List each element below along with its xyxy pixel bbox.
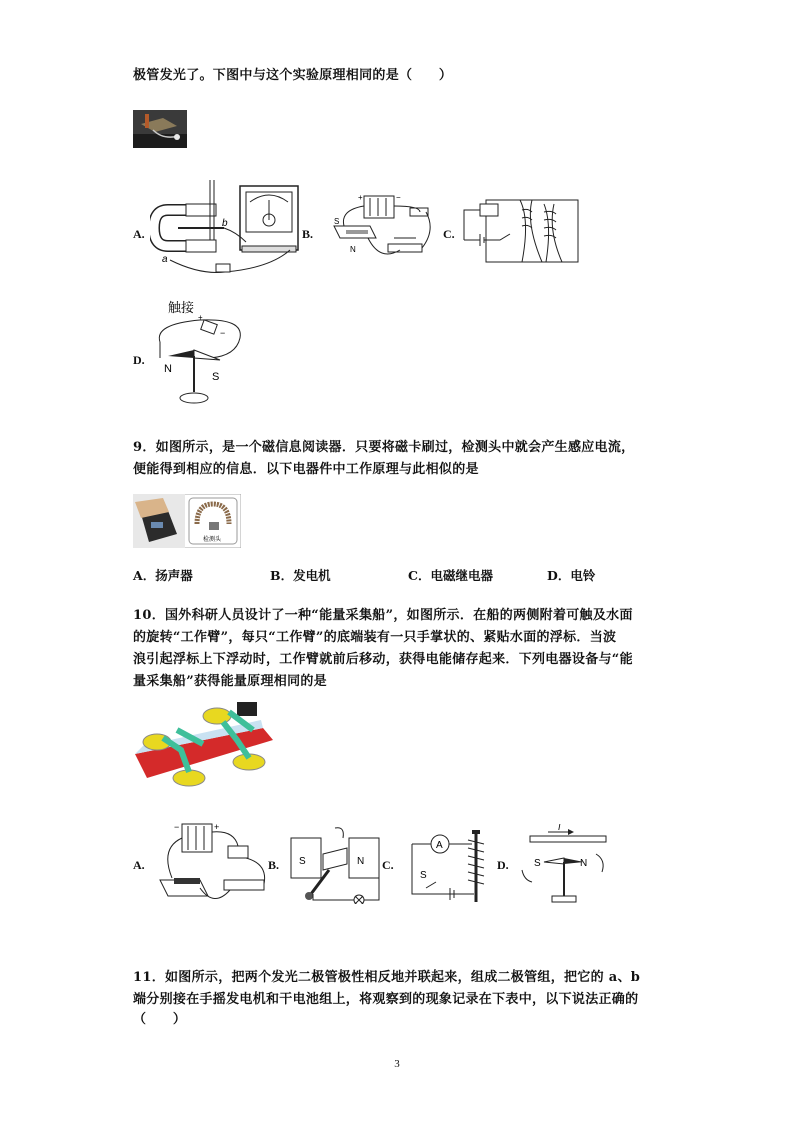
q8-d-touch-label: 触接 — [168, 300, 195, 315]
q10-line-3: 浪引起浮标上下浮动时，工作臂就前后移动，获得电能储存起来．下列电器设备与“能 — [133, 652, 633, 667]
q9-option-c: C．电磁继电器 — [408, 568, 493, 583]
q10-option-d-label: D. — [497, 858, 509, 872]
q10-a-plus: + — [214, 822, 220, 832]
q10-option-b-label: B. — [268, 858, 280, 872]
q9-line-1: 9．如图所示，是一个磁信息阅读器．只要将磁卡刷过，检测头中就会产生感应电流， — [133, 440, 635, 455]
q11-line-2: 端分别接在手摇发电机和干电池组上，将观察到的现象记录在下表中，以下说法正确的 — [133, 992, 639, 1007]
q10-option-c-label: C. — [382, 858, 394, 872]
q8-option-c-figure — [460, 190, 580, 265]
q8-option-a-label: A. — [133, 227, 145, 241]
q8-b-minus: − — [396, 193, 401, 202]
q8-d-n: N — [164, 363, 172, 375]
q8-option-a-figure — [150, 180, 310, 280]
q10-d-n: N — [580, 858, 588, 869]
q9-line-2: 便能得到相应的信息．以下电器件中工作原理与此相似的是 — [133, 462, 479, 477]
q8-b-s: S — [334, 217, 340, 226]
q8-d-s: S — [212, 371, 220, 383]
q8-option-d-label: D. — [133, 353, 145, 367]
q8-text: 极管发光了。下图中与这个实验原理相同的是（ ） — [133, 68, 453, 83]
q10-energy-boat-illustration — [133, 700, 275, 792]
q10-a-minus: − — [174, 822, 180, 832]
q8-b-plus: + — [358, 193, 363, 202]
q8-a-wire-a: a — [162, 254, 168, 265]
q8-a-wire-b: b — [222, 218, 228, 229]
q9-detector-label: 检测头 — [203, 537, 222, 543]
q10-d-current: I — [558, 824, 561, 832]
q8-option-c-label: C. — [443, 227, 455, 241]
q9-option-d: D．电铃 — [547, 568, 596, 583]
q11-line-3: （ ） — [133, 1012, 187, 1027]
q11-line-1: 11．如图所示，把两个发光二极管极性相反地并联起来，组成二极管组，把它的 a、b — [133, 970, 641, 985]
q9-option-b: B．发电机 — [270, 568, 331, 583]
q10-line-2: 的旋转“工作臂”，每只“工作臂”的底端装有一只手掌状的、紧贴水面的浮标．当波 — [133, 630, 617, 645]
q10-c-switch: S — [420, 870, 427, 881]
q10-option-d-figure — [514, 824, 614, 910]
q10-line-4: 量采集船”获得能量原理相同的是 — [133, 674, 327, 689]
q10-option-c-figure — [400, 826, 500, 906]
q10-option-a-label: A. — [133, 858, 145, 872]
q10-d-s: S — [534, 858, 541, 869]
q8-d-plus: + — [198, 313, 203, 322]
q10-option-a-figure — [150, 818, 270, 910]
q8-d-minus: − — [220, 328, 226, 338]
page-number: 3 — [394, 1058, 400, 1070]
q8-option-d-figure — [150, 296, 250, 411]
q8-b-n: N — [350, 245, 356, 254]
q10-b-s: S — [299, 856, 306, 867]
q10-line-1: 10．国外科研人员设计了一种“能量采集船”，如图所示．在船的两侧附着可触及水面 — [133, 608, 633, 623]
q10-b-n: N — [357, 856, 365, 867]
q9-card-reader-photo — [133, 494, 241, 548]
q8-experiment-photo — [133, 110, 187, 148]
q10-c-ammeter: A — [436, 840, 443, 851]
q10-option-b-figure — [285, 824, 385, 904]
q8-option-b-figure — [320, 190, 440, 270]
q9-option-a: A．扬声器 — [133, 568, 193, 583]
q8-option-b-label: B. — [302, 227, 314, 241]
